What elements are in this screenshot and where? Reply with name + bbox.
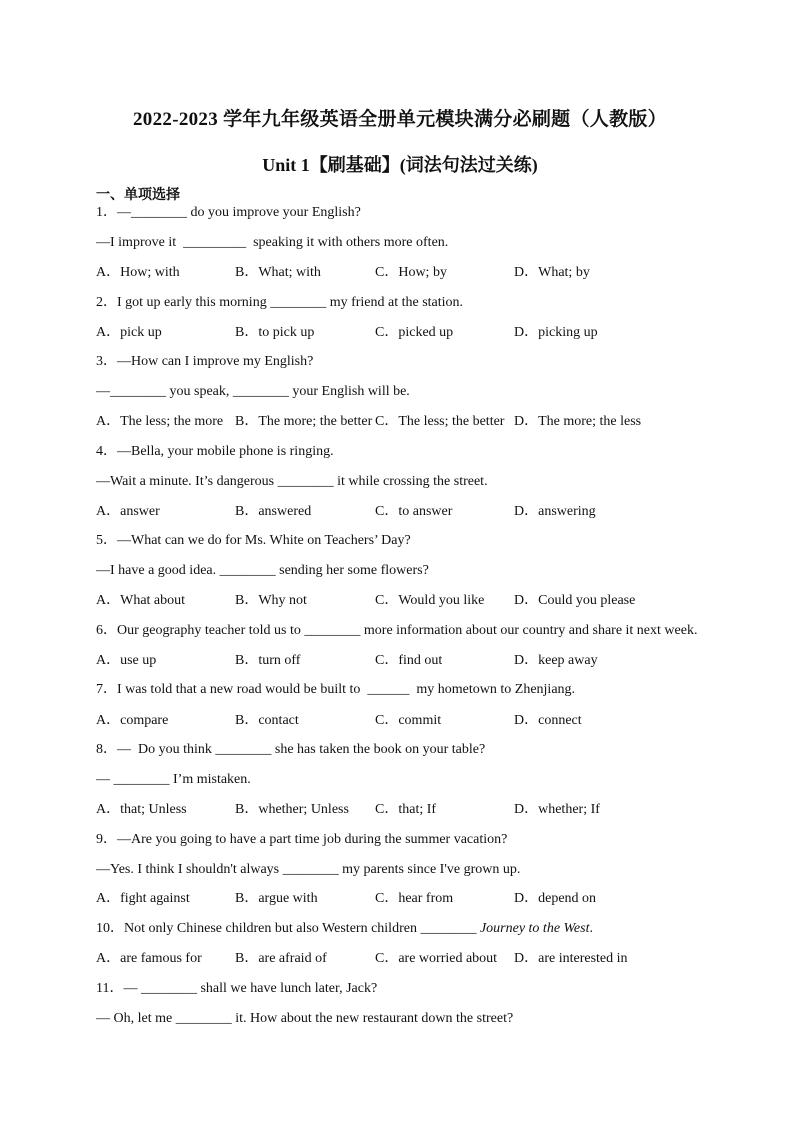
option-b: B．What; with <box>235 265 321 280</box>
question-4-reply: —Wait a minute. It’s dangerous ________ it while crossing the street. <box>96 474 488 489</box>
option-b: B．turn off <box>235 653 301 668</box>
question-11-reply: — Oh, let me ________ it. How about the new restaurant down the street? <box>96 1011 514 1026</box>
option-d: D．The more; the less <box>514 414 642 429</box>
option-a: A．fight against <box>96 891 190 906</box>
option-b: B．to pick up <box>235 325 315 340</box>
question-11-stem: 11．— ________ shall we have lunch later, Jack? <box>96 981 378 996</box>
question-10-text: 10．Not only Chinese children but also Western children ________ <box>96 921 480 936</box>
question-5-stem: 5．—What can we do for Ms. White on Teachers’ Day? <box>96 533 411 548</box>
option-c: C．Would you like <box>375 593 485 608</box>
document-title: 2022-2023 学年九年级英语全册单元模块满分必刷题（人教版） <box>133 109 667 130</box>
question-8-reply: — ________ I’m mistaken. <box>96 772 251 787</box>
option-d: D．keep away <box>514 653 598 668</box>
question-9-reply: —Yes. I think I shouldn't always ________ my parents since I've grown up. <box>96 862 521 877</box>
question-10-stem <box>96 921 593 937</box>
question-7-stem: 7．I was told that a new road would be built to ______ my hometown to Zhenjiang. <box>96 682 576 697</box>
option-c: C．to answer <box>375 504 453 519</box>
option-c: C．picked up <box>375 325 454 340</box>
question-3-reply: —________ you speak, ________ your English will be. <box>96 384 410 399</box>
question-5-reply: —I have a good idea. ________ sending her some flowers? <box>96 563 429 578</box>
option-a: A．answer <box>96 504 160 519</box>
option-d: D．picking up <box>514 325 598 340</box>
option-d: D．answering <box>514 504 596 519</box>
option-c: C．are worried about <box>375 951 498 966</box>
option-a: A．The less; the more <box>96 414 224 429</box>
option-a: A．use up <box>96 653 157 668</box>
option-c: C．hear from <box>375 891 454 906</box>
option-a: A．that; Unless <box>96 802 187 817</box>
option-c: C．The less; the better <box>375 414 505 429</box>
question-10-period: . <box>589 921 593 936</box>
option-b: B．answered <box>235 504 312 519</box>
book-title: Journey to the West <box>479 921 590 936</box>
option-d: D．whether; If <box>514 802 600 817</box>
option-d: D．What; by <box>514 265 590 280</box>
option-d: D．connect <box>514 713 582 728</box>
option-c: C．commit <box>375 713 442 728</box>
question-9-stem: 9．—Are you going to have a part time job during the summer vacation? <box>96 832 508 847</box>
question-3-stem: 3．—How can I improve my English? <box>96 354 314 369</box>
option-d: D．depend on <box>514 891 597 906</box>
option-b: B．are afraid of <box>235 951 327 966</box>
question-4-stem: 4．—Bella, your mobile phone is ringing. <box>96 444 334 459</box>
option-c: C．that; If <box>375 802 437 817</box>
option-a: A．How; with <box>96 265 180 280</box>
option-b: B．argue with <box>235 891 318 906</box>
question-1-reply: —I improve it _________ speaking it with others more often. <box>96 235 449 250</box>
option-b: B．whether; Unless <box>235 802 349 817</box>
unit-subtitle: Unit 1【刷基础】(词法句法过关练) <box>262 155 538 175</box>
option-c: C．find out <box>375 653 443 668</box>
option-c: C．How; by <box>375 265 447 280</box>
option-b: B．contact <box>235 713 299 728</box>
option-d: D．Could you please <box>514 593 636 608</box>
option-a: A．are famous for <box>96 951 202 966</box>
option-a: A．What about <box>96 593 186 608</box>
option-a: A．compare <box>96 713 169 728</box>
question-2-stem: 2．I got up early this morning ________ my friend at the station. <box>96 295 464 310</box>
option-b: B．Why not <box>235 593 307 608</box>
option-b: B．The more; the better <box>235 414 373 429</box>
question-6-stem: 6．Our geography teacher told us to ________ more information about our country and share it next week. <box>96 623 698 638</box>
option-a: A．pick up <box>96 325 162 340</box>
question-8-stem: 8．— Do you think ________ she has taken the book on your table? <box>96 742 486 757</box>
section-heading: 一、单项选择 <box>96 187 180 203</box>
option-d: D．are interested in <box>514 951 628 966</box>
question-1-stem: 1．—________ do you improve your English? <box>96 205 361 220</box>
